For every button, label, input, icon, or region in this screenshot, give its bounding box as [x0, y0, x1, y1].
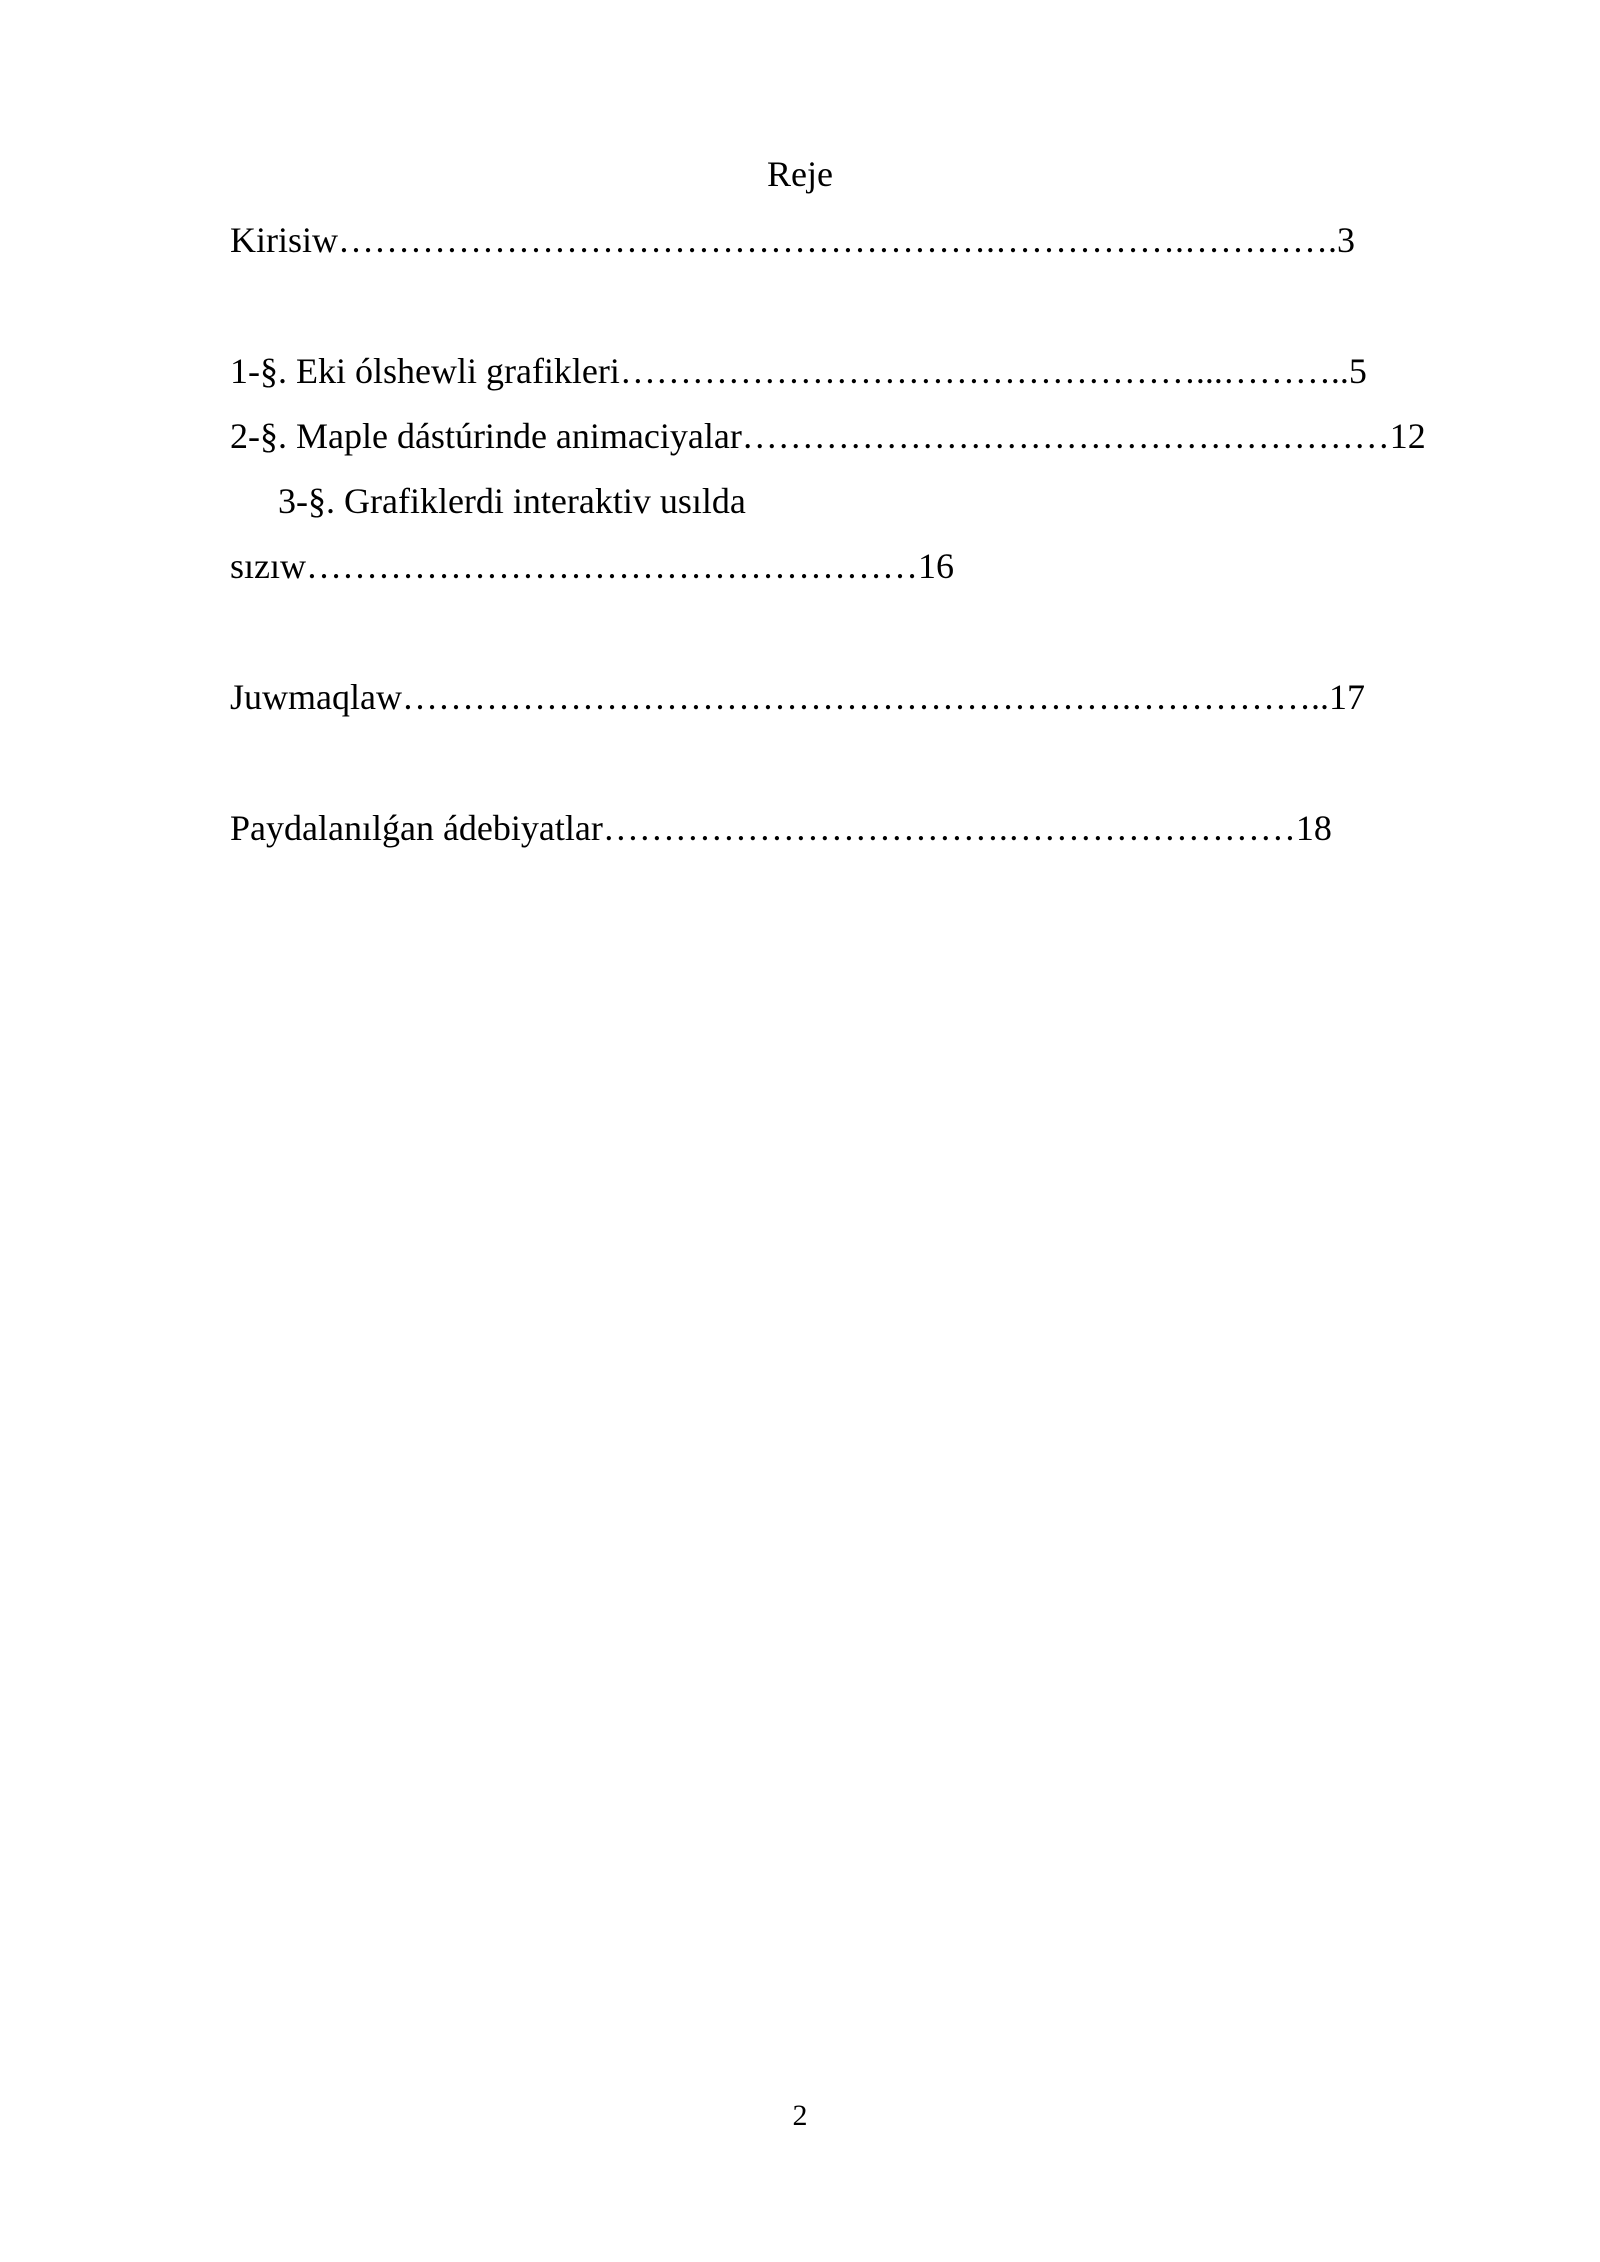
toc-entry-section-3-line-1: 3-§. Grafiklerdi interaktiv usılda: [278, 481, 746, 521]
toc-entry-conclusion: Juwmaqlaw…………………………………………………….……………..17: [230, 677, 1365, 717]
toc-entry-section-1: 1-§. Eki ólshewli grafikleri…………………………………………...………..5: [230, 351, 1367, 391]
toc-entry-intro: Kirisiw……………………………………………….…………….………….3: [230, 220, 1355, 260]
toc-entry-section-3-line-2: sızıw……………………………………………16: [230, 546, 954, 586]
toc-entry-references: Paydalanılǵan ádebiyatlar…………………………….……………………18: [230, 808, 1332, 848]
page-title: Reje: [767, 154, 833, 194]
page-number: 2: [792, 2099, 808, 2132]
toc-entry-section-2: 2-§. Maple dástúrinde animaciyalar………………………………………………12: [230, 416, 1426, 456]
